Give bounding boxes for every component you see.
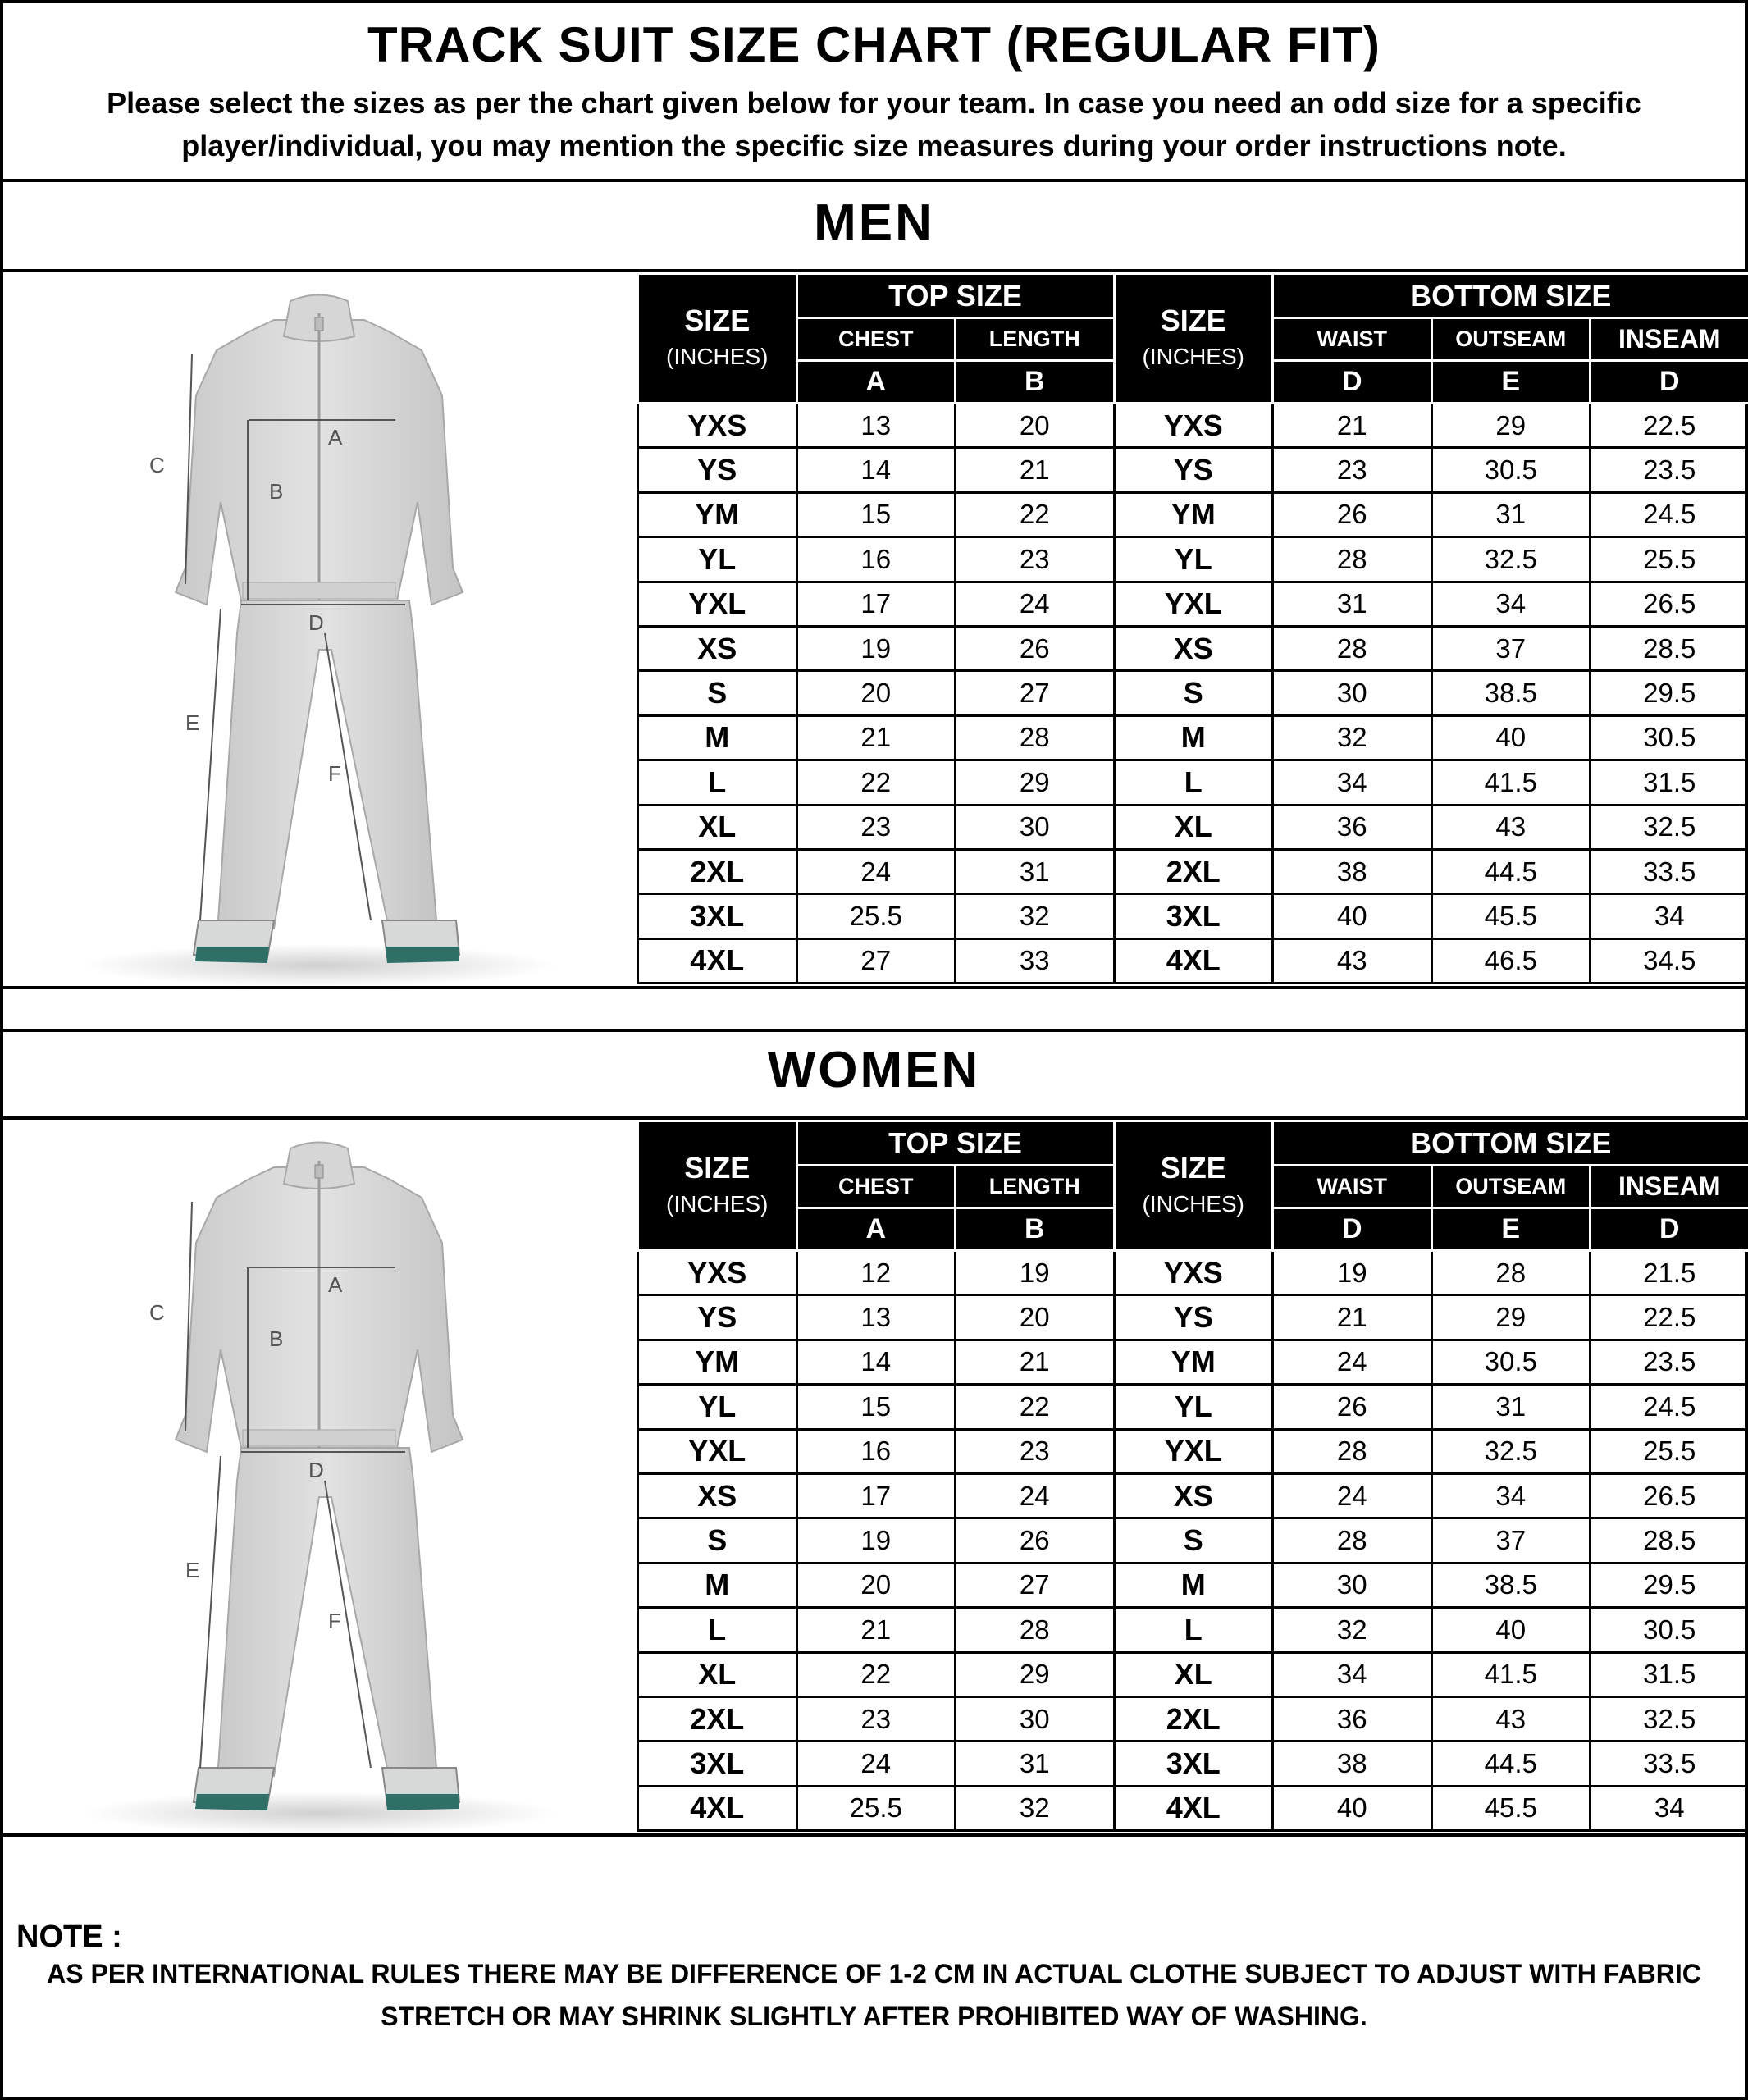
table-cell: 34	[1591, 894, 1748, 938]
table-cell: 33.5	[1591, 1742, 1748, 1786]
table-cell: 25.5	[796, 894, 956, 938]
table-cell: 28.5	[1591, 626, 1748, 670]
figure-label-b: B	[269, 479, 284, 504]
table-cell: 31.5	[1591, 760, 1748, 805]
table-cell: 28	[956, 1608, 1115, 1652]
table-cell: 29	[956, 760, 1115, 805]
table-row	[638, 1473, 1748, 1518]
note-label: NOTE :	[16, 1920, 122, 1954]
table-cell: 17	[796, 1473, 956, 1518]
figure-label-d: D	[308, 1458, 324, 1482]
table-row	[638, 626, 1748, 670]
tracksuit-illustration	[3, 272, 637, 986]
men-tracksuit-figure	[3, 272, 637, 986]
table-cell: 33.5	[1591, 849, 1748, 893]
table-cell: 21	[796, 1608, 956, 1652]
waist-header: WAIST	[1273, 1166, 1432, 1208]
page-title: TRACK SUIT SIZE CHART (REGULAR FIT)	[367, 17, 1381, 72]
table-cell: 4XL	[1114, 1786, 1273, 1830]
inseam-header: INSEAM	[1591, 318, 1748, 361]
table-row	[638, 1251, 1748, 1295]
table-cell: 32.5	[1591, 805, 1748, 849]
table-row	[638, 537, 1748, 582]
divider	[3, 1029, 1745, 1032]
table-cell: XL	[1114, 1652, 1273, 1696]
table-cell: 32.5	[1591, 1696, 1748, 1741]
table-cell: YS	[1114, 1295, 1273, 1340]
outseam-header: OUTSEAM	[1431, 318, 1591, 361]
measure-letter: D	[1273, 361, 1432, 404]
measure-letter: B	[956, 361, 1115, 404]
table-cell: 4XL	[638, 938, 797, 983]
table-cell: 16	[796, 1429, 956, 1473]
table-cell: XS	[1114, 626, 1273, 670]
table-cell: 14	[796, 448, 956, 492]
table-cell: YS	[638, 1295, 797, 1340]
table-cell: M	[1114, 1563, 1273, 1607]
table-cell: S	[1114, 671, 1273, 715]
table-cell: 26.5	[1591, 582, 1748, 626]
table-cell: 20	[956, 1295, 1115, 1340]
table-cell: 15	[796, 492, 956, 536]
women-size-table	[637, 1120, 1748, 1832]
table-row	[638, 582, 1748, 626]
table-cell: 32	[1273, 715, 1432, 760]
waist-header: WAIST	[1273, 318, 1432, 361]
table-cell: YM	[638, 492, 797, 536]
table-cell: YM	[1114, 1340, 1273, 1384]
table-cell: 29	[956, 1652, 1115, 1696]
table-cell: 32	[1273, 1608, 1432, 1652]
table-row	[638, 1429, 1748, 1473]
table-cell: 43	[1273, 938, 1432, 983]
table-cell: 2XL	[638, 849, 797, 893]
measure-letter: A	[796, 1208, 956, 1251]
table-cell: 26	[956, 626, 1115, 670]
table-cell: 31	[956, 849, 1115, 893]
table-cell: YXL	[638, 582, 797, 626]
measure-letter: E	[1431, 361, 1591, 404]
table-cell: 32	[956, 894, 1115, 938]
table-cell: L	[638, 1608, 797, 1652]
table-cell: 25.5	[796, 1786, 956, 1830]
table-cell: 21	[1273, 1295, 1432, 1340]
table-cell: 28.5	[1591, 1518, 1748, 1563]
divider	[3, 986, 1745, 989]
table-cell: YL	[638, 1385, 797, 1429]
top-size-header: TOP SIZE	[796, 274, 1114, 318]
figure-label-a: A	[328, 1272, 343, 1297]
table-row	[638, 1563, 1748, 1607]
chest-header: CHEST	[796, 1166, 956, 1208]
table-cell: 38.5	[1431, 1563, 1591, 1607]
length-header: LENGTH	[956, 1166, 1115, 1208]
table-cell: 28	[1273, 537, 1432, 582]
table-cell: 30.5	[1591, 1608, 1748, 1652]
table-cell: 30	[956, 1696, 1115, 1741]
table-cell: 34	[1431, 1473, 1591, 1518]
table-cell: 29.5	[1591, 1563, 1748, 1607]
table-cell: 13	[796, 404, 956, 448]
table-cell: 34	[1273, 1652, 1432, 1696]
table-cell: YM	[638, 1340, 797, 1384]
table-row	[638, 1786, 1748, 1830]
table-cell: 14	[796, 1340, 956, 1384]
figure-label-e: E	[185, 1558, 200, 1582]
table-cell: YXS	[638, 1251, 797, 1295]
outseam-header: OUTSEAM	[1431, 1166, 1591, 1208]
note-text: AS PER INTERNATIONAL RULES THERE MAY BE DIFFERENCE OF 1-2 CM IN ACTUAL CLOTHE SUBJECT TO ADJUST WITH FABRIC STRETCH OR MAY SHRINK SLIGHTLY AFTER PROHIBITED WAY OF WASHING.	[47, 1959, 1701, 2031]
table-cell: M	[638, 715, 797, 760]
table-row	[638, 1608, 1748, 1652]
table-cell: 23.5	[1591, 1340, 1748, 1384]
table-cell: 45.5	[1431, 1786, 1591, 1830]
size-header: SIZE (INCHES)	[1114, 274, 1273, 404]
table-cell: 40	[1273, 894, 1432, 938]
table-cell: 20	[796, 671, 956, 715]
table-cell: 22	[956, 1385, 1115, 1429]
table-cell: 34.5	[1591, 938, 1748, 983]
length-header: LENGTH	[956, 318, 1115, 361]
table-cell: 22	[796, 760, 956, 805]
table-cell: 15	[796, 1385, 956, 1429]
table-cell: 20	[796, 1563, 956, 1607]
table-cell: M	[638, 1563, 797, 1607]
table-cell: S	[638, 671, 797, 715]
table-cell: 4XL	[638, 1786, 797, 1830]
table-cell: 38	[1273, 849, 1432, 893]
table-cell: 19	[796, 626, 956, 670]
men-section-title: MEN	[814, 194, 934, 251]
table-cell: 21.5	[1591, 1251, 1748, 1295]
table-cell: 29	[1431, 1295, 1591, 1340]
table-cell: YL	[1114, 537, 1273, 582]
table-cell: 38	[1273, 1742, 1432, 1786]
table-cell: 43	[1431, 1696, 1591, 1741]
table-cell: 44.5	[1431, 1742, 1591, 1786]
figure-label-f: F	[328, 1609, 341, 1633]
table-cell: 24	[1273, 1340, 1432, 1384]
table-row	[638, 715, 1748, 760]
table-cell: 23.5	[1591, 448, 1748, 492]
table-row	[638, 404, 1748, 448]
table-cell: XS	[1114, 1473, 1273, 1518]
table-cell: 23	[1273, 448, 1432, 492]
table-row	[638, 1340, 1748, 1384]
figure-label-d: D	[308, 610, 324, 635]
table-cell: 36	[1273, 805, 1432, 849]
bottom-size-header: BOTTOM SIZE	[1273, 274, 1748, 318]
table-cell: 31	[956, 1742, 1115, 1786]
table-cell: M	[1114, 715, 1273, 760]
table-cell: 12	[796, 1251, 956, 1295]
table-cell: L	[638, 760, 797, 805]
table-cell: S	[638, 1518, 797, 1563]
table-cell: 36	[1273, 1696, 1432, 1741]
figure-label-f: F	[328, 761, 341, 786]
table-cell: 26	[1273, 492, 1432, 536]
table-cell: 32.5	[1431, 1429, 1591, 1473]
table-cell: 24	[796, 849, 956, 893]
size-header: SIZE (INCHES)	[638, 1121, 797, 1251]
page-subtitle: Please select the sizes as per the chart given below for your team. In case you need an odd size for a specific player/individual, you may mention the specific size measures during your order instructions note.	[107, 86, 1641, 162]
table-cell: YXL	[1114, 1429, 1273, 1473]
table-cell: 24	[956, 582, 1115, 626]
table-cell: 31.5	[1591, 1652, 1748, 1696]
table-cell: S	[1114, 1518, 1273, 1563]
table-cell: 19	[1273, 1251, 1432, 1295]
table-cell: 24	[796, 1742, 956, 1786]
table-cell: 28	[1431, 1251, 1591, 1295]
table-cell: XL	[638, 805, 797, 849]
table-cell: 27	[956, 1563, 1115, 1607]
table-cell: 33	[956, 938, 1115, 983]
table-cell: YXL	[1114, 582, 1273, 626]
measure-letter: D	[1591, 1208, 1748, 1251]
table-row	[638, 1518, 1748, 1563]
table-cell: YXL	[638, 1429, 797, 1473]
table-cell: 17	[796, 582, 956, 626]
top-size-header: TOP SIZE	[796, 1121, 1114, 1166]
table-cell: 31	[1431, 492, 1591, 536]
table-cell: 21	[1273, 404, 1432, 448]
table-cell: 3XL	[1114, 894, 1273, 938]
table-cell: 19	[956, 1251, 1115, 1295]
figure-label-c: C	[149, 1300, 165, 1325]
table-cell: 3XL	[638, 894, 797, 938]
size-header: SIZE (INCHES)	[1114, 1121, 1273, 1251]
tracksuit-illustration	[3, 1120, 637, 1833]
women-section-title: WOMEN	[767, 1042, 981, 1098]
table-row	[638, 760, 1748, 805]
table-cell: 40	[1431, 1608, 1591, 1652]
table-row	[638, 492, 1748, 536]
table-cell: 26	[956, 1518, 1115, 1563]
table-cell: 22.5	[1591, 404, 1748, 448]
table-cell: 24	[956, 1473, 1115, 1518]
table-cell: XL	[1114, 805, 1273, 849]
measure-letter: A	[796, 361, 956, 404]
figure-label-c: C	[149, 453, 165, 477]
table-cell: 30	[1273, 1563, 1432, 1607]
table-cell: 31	[1273, 582, 1432, 626]
chest-header: CHEST	[796, 318, 956, 361]
men-size-table	[637, 272, 1748, 984]
figure-label-a: A	[328, 425, 343, 450]
table-cell: 28	[1273, 1429, 1432, 1473]
table-cell: 20	[956, 404, 1115, 448]
table-cell: 22	[956, 492, 1115, 536]
table-cell: 21	[956, 1340, 1115, 1384]
table-cell: 24	[1273, 1473, 1432, 1518]
table-cell: 24.5	[1591, 1385, 1748, 1429]
measure-letter: D	[1591, 361, 1748, 404]
measure-letter: E	[1431, 1208, 1591, 1251]
size-header: SIZE (INCHES)	[638, 274, 797, 404]
table-cell: 21	[796, 715, 956, 760]
table-row	[638, 1696, 1748, 1741]
table-cell: 27	[796, 938, 956, 983]
bottom-size-header: BOTTOM SIZE	[1273, 1121, 1748, 1166]
table-cell: 24.5	[1591, 492, 1748, 536]
table-cell: 2XL	[1114, 849, 1273, 893]
table-row	[638, 448, 1748, 492]
inseam-header: INSEAM	[1591, 1166, 1748, 1208]
table-row	[638, 805, 1748, 849]
table-cell: 31	[1431, 1385, 1591, 1429]
table-row	[638, 1742, 1748, 1786]
table-row	[638, 671, 1748, 715]
table-cell: YXS	[638, 404, 797, 448]
table-row	[638, 1652, 1748, 1696]
table-cell: 45.5	[1431, 894, 1591, 938]
table-cell: 30.5	[1431, 1340, 1591, 1384]
table-cell: 2XL	[1114, 1696, 1273, 1741]
table-cell: 28	[1273, 1518, 1432, 1563]
table-cell: XS	[638, 1473, 797, 1518]
table-cell: 28	[956, 715, 1115, 760]
table-cell: 2XL	[638, 1696, 797, 1741]
table-cell: 30.5	[1431, 448, 1591, 492]
table-cell: 19	[796, 1518, 956, 1563]
table-cell: YS	[1114, 448, 1273, 492]
table-cell: 28	[1273, 626, 1432, 670]
table-cell: 21	[956, 448, 1115, 492]
table-cell: 41.5	[1431, 1652, 1591, 1696]
table-cell: 32.5	[1431, 537, 1591, 582]
table-cell: L	[1114, 1608, 1273, 1652]
table-cell: 29	[1431, 404, 1591, 448]
table-cell: 29.5	[1591, 671, 1748, 715]
table-cell: YS	[638, 448, 797, 492]
table-cell: L	[1114, 760, 1273, 805]
table-row	[638, 1385, 1748, 1429]
table-cell: 34	[1591, 1786, 1748, 1830]
table-cell: YL	[638, 537, 797, 582]
table-cell: 46.5	[1431, 938, 1591, 983]
table-row	[638, 894, 1748, 938]
table-cell: 22.5	[1591, 1295, 1748, 1340]
table-cell: 30	[1273, 671, 1432, 715]
table-cell: 40	[1273, 1786, 1432, 1830]
women-tracksuit-figure	[3, 1120, 637, 1833]
table-cell: YM	[1114, 492, 1273, 536]
table-cell: XL	[638, 1652, 797, 1696]
table-cell: 32	[956, 1786, 1115, 1830]
table-cell: 43	[1431, 805, 1591, 849]
table-cell: 37	[1431, 1518, 1591, 1563]
table-row	[638, 938, 1748, 983]
measure-letter: D	[1273, 1208, 1432, 1251]
size-table-grid	[637, 1120, 1748, 1832]
table-cell: 4XL	[1114, 938, 1273, 983]
figure-label-e: E	[185, 710, 200, 735]
table-cell: 34	[1273, 760, 1432, 805]
divider	[3, 1833, 1745, 1837]
table-cell: 22	[796, 1652, 956, 1696]
table-cell: 3XL	[638, 1742, 797, 1786]
table-cell: 30	[956, 805, 1115, 849]
chart-header	[3, 3, 1745, 182]
table-cell: 27	[956, 671, 1115, 715]
table-cell: 26.5	[1591, 1473, 1748, 1518]
table-cell: 38.5	[1431, 671, 1591, 715]
table-cell: XS	[638, 626, 797, 670]
table-cell: 13	[796, 1295, 956, 1340]
table-cell: YXS	[1114, 404, 1273, 448]
table-cell: YXS	[1114, 1251, 1273, 1295]
table-cell: 25.5	[1591, 1429, 1748, 1473]
table-cell: 41.5	[1431, 760, 1591, 805]
measure-letter: B	[956, 1208, 1115, 1251]
table-cell: 40	[1431, 715, 1591, 760]
table-cell: 44.5	[1431, 849, 1591, 893]
table-row	[638, 1295, 1748, 1340]
table-cell: 30.5	[1591, 715, 1748, 760]
table-cell: 23	[796, 1696, 956, 1741]
size-table-grid	[637, 272, 1748, 984]
table-cell: 25.5	[1591, 537, 1748, 582]
table-cell: 23	[956, 537, 1115, 582]
table-cell: YL	[1114, 1385, 1273, 1429]
table-cell: 23	[796, 805, 956, 849]
table-cell: 3XL	[1114, 1742, 1273, 1786]
table-cell: 16	[796, 537, 956, 582]
table-cell: 23	[956, 1429, 1115, 1473]
table-cell: 34	[1431, 582, 1591, 626]
table-row	[638, 849, 1748, 893]
table-cell: 37	[1431, 626, 1591, 670]
table-cell: 26	[1273, 1385, 1432, 1429]
figure-label-b: B	[269, 1326, 284, 1351]
